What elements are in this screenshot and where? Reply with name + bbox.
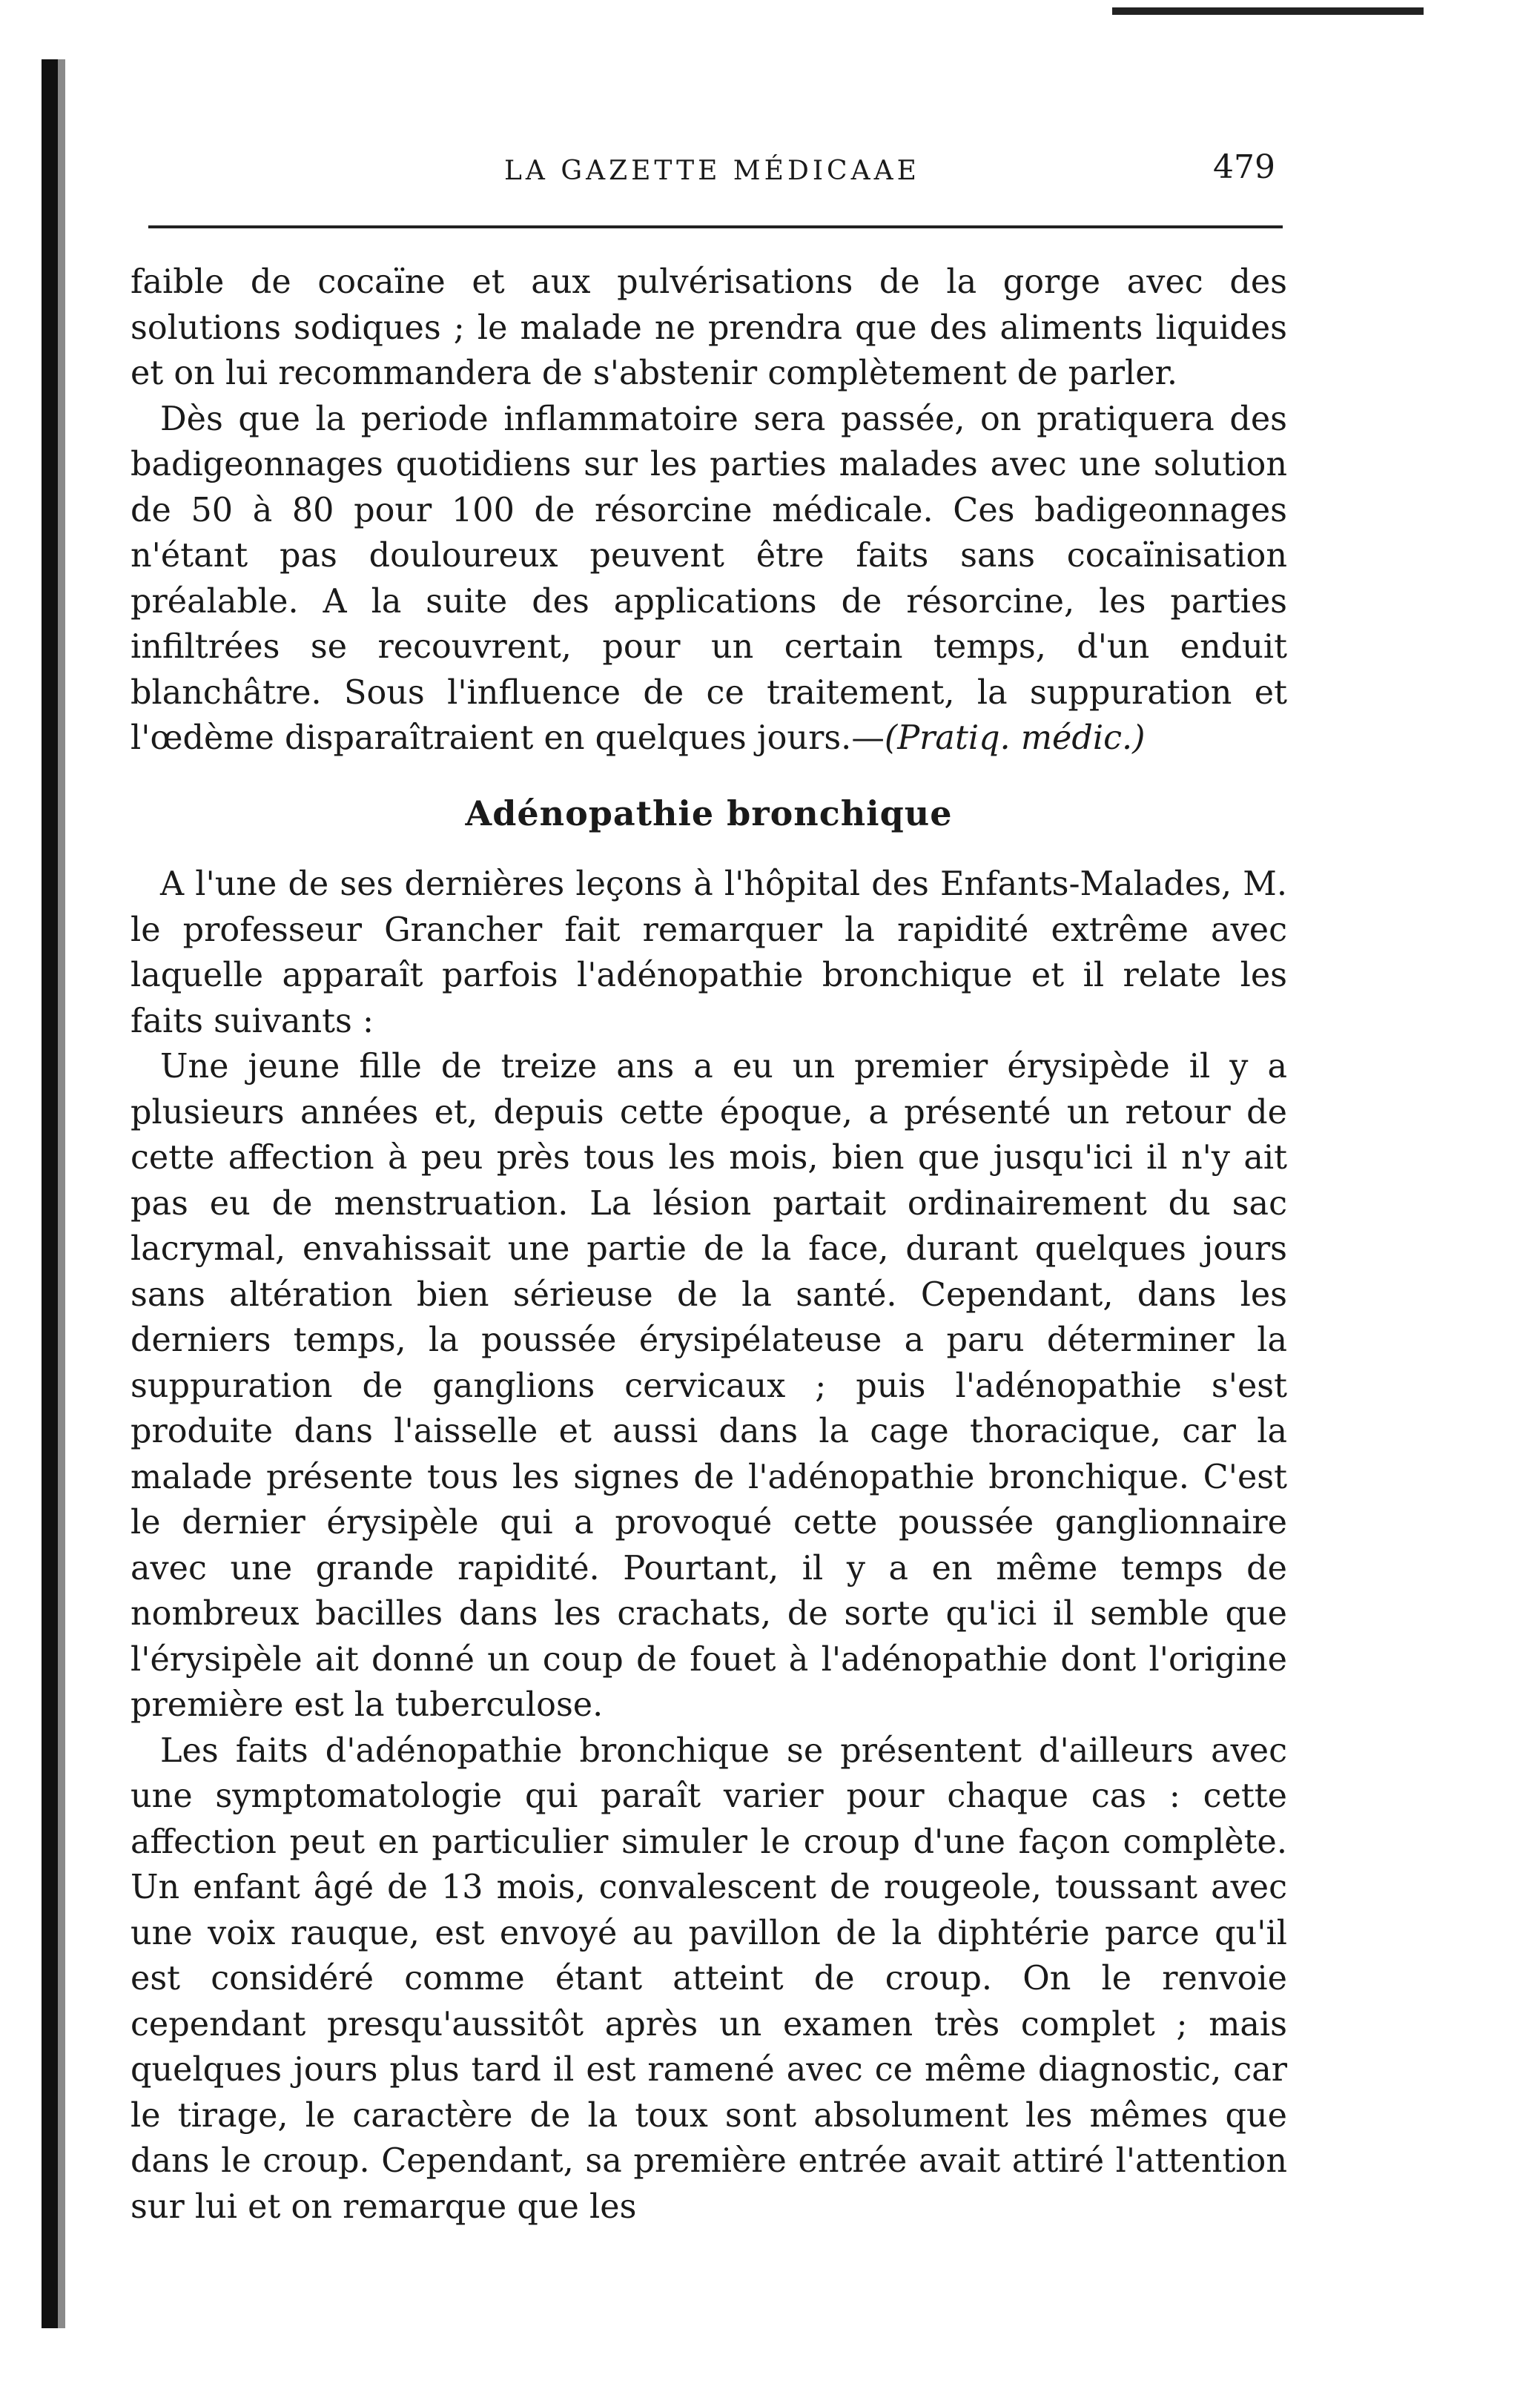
paragraph: A l'une de ses dernières leçons à l'hôpital des Enfants-Malades, M. le professeur Grancher fait remarquer la rapidité extrême avec laquelle apparaît parfois l'adénopathie bronchique et il relate les faits suivants : bbox=[130, 865, 1287, 1040]
top-scan-rule bbox=[1112, 7, 1424, 15]
running-title: LA GAZETTE MÉDICAAE bbox=[504, 156, 920, 186]
article-body bbox=[130, 260, 1287, 2230]
citation: (Pratiq. médic.) bbox=[884, 719, 1146, 757]
page-number: 479 bbox=[1213, 148, 1275, 186]
page-scan-edge-shadow bbox=[58, 59, 65, 2328]
section-heading: Adénopathie bronchique bbox=[465, 793, 953, 833]
header-rule bbox=[148, 225, 1283, 228]
page-scan-edge bbox=[42, 59, 58, 2328]
paragraph-text: Dès que la periode inflammatoire sera passée, on pratiquera des badigeonnages quotidiens sur les parties malades avec une solution de 50 à 80 pour 100 de résorcine médicale. Ces badigeonnages n'étant pas douloureux peuvent être faits sans cocaïnisation préalable. A la suite des applications de résorcine, les parties infiltrées se recouvrent, pour un certain temps, d'un enduit blanchâtre. Sous l'influence de ce traitement, la suppuration et l'œdème disparaîtraient en quelques jours.— bbox=[130, 400, 1287, 757]
paragraph: Une jeune fille de treize ans a eu un premier érysipède il y a plusieurs années et, depuis cette époque, a présenté un retour de cette affection à peu près tous les mois, bien que jusqu'ici il n'y ait pas eu de menstruation. La lésion partait ordinairement du sac lacrymal, envahissait une partie de la face, durant quelques jours sans altération bien sérieuse de la santé. Cependant, dans les derniers temps, la poussée érysipélateuse a paru déterminer la suppuration de ganglions cervicaux ; puis l'adénopathie s'est produite dans l'aisselle et aussi dans la cage thoracique, car la malade présente tous les signes de l'adénopathie bronchique. C'est le dernier érysipèle qui a provoqué cette poussée ganglionnaire avec une grande rapidité. Pourtant, il y a en même temps de nombreux bacilles dans les crachats, de sorte qu'ici il semble que l'érysipèle ait donné un coup de fouet à l'adénopathie dont l'origine première est la tuberculose. bbox=[130, 1048, 1287, 1724]
paragraph-continued: faible de cocaïne et aux pulvérisations de la gorge avec des solutions sodiques ; le malade ne prendra que des aliments liquides et on lui recommandera de s'abstenir complètement de parler. bbox=[130, 263, 1287, 392]
paragraph bbox=[130, 397, 1287, 761]
paragraph: Les faits d'adénopathie bronchique se présentent d'ailleurs avec une symptomatologie qui paraît varier pour chaque cas : cette affection peut en particulier simuler le croup d'une façon complète. Un enfant âgé de 13 mois, convalescent de rougeole, toussant avec une voix rauque, est envoyé au pavillon de la diphtérie parce qu'il est considéré comme étant atteint de croup. On le renvoie cependant presqu'aussitôt après un examen très complet ; mais quelques jours plus tard il est ramené avec ce même diagnostic, car le tirage, le caractère de la toux sont absolument les mêmes que dans le croup. Cependant, sa première entrée avait attiré l'attention sur lui et on remarque que les bbox=[130, 1731, 1287, 2226]
page-header bbox=[133, 148, 1290, 193]
